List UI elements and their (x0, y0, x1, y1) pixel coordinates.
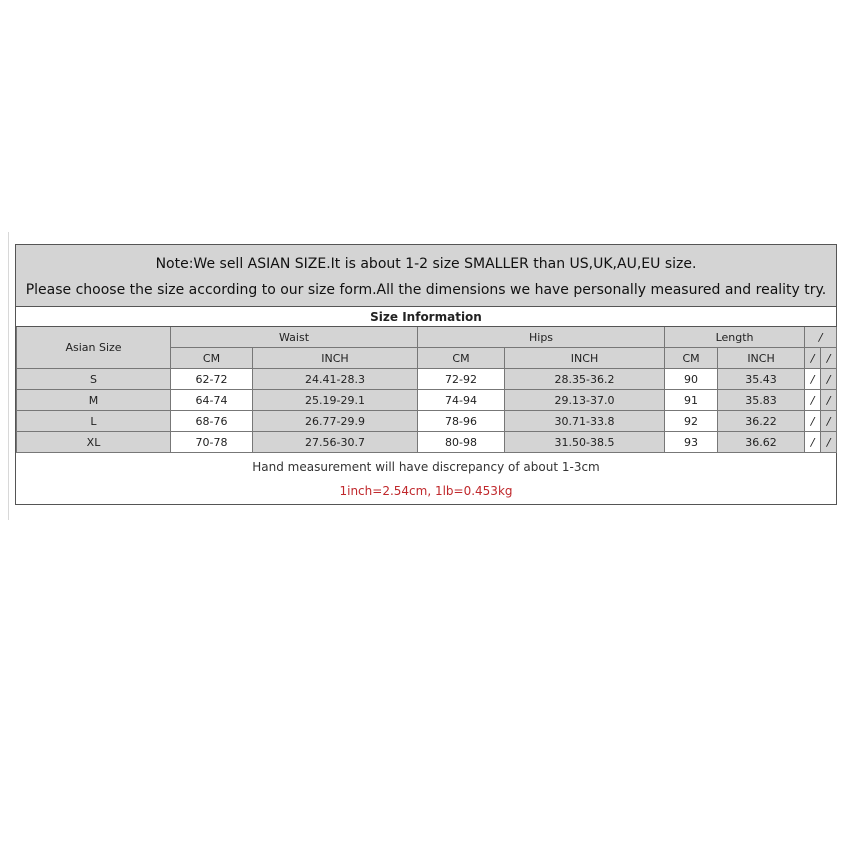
header-slash-1: / (805, 348, 821, 369)
size-cell: S (17, 369, 171, 390)
header-length-inch: INCH (718, 348, 805, 369)
header-length: Length (665, 327, 805, 348)
waist-inch-cell: 25.19-29.1 (253, 390, 418, 411)
length-inch-cell: 36.22 (718, 411, 805, 432)
waist-cm-cell: 64-74 (171, 390, 253, 411)
length-inch-cell: 36.62 (718, 432, 805, 453)
header-waist-inch: INCH (253, 348, 418, 369)
extra-cell-1: / (805, 369, 821, 390)
hips-inch-cell: 31.50-38.5 (505, 432, 665, 453)
extra-cell-2: / (821, 369, 837, 390)
header-hips-inch: INCH (505, 348, 665, 369)
size-table (16, 327, 837, 453)
size-note (16, 245, 836, 307)
waist-cm-cell: 62-72 (171, 369, 253, 390)
table-row (17, 432, 837, 453)
hips-inch-cell: 29.13-37.0 (505, 390, 665, 411)
extra-cell-1: / (805, 432, 821, 453)
extra-cell-2: / (821, 432, 837, 453)
table-row (17, 390, 837, 411)
length-cm-cell: 93 (665, 432, 718, 453)
table-title: Size Information (16, 307, 836, 327)
conversion-note: 1inch=2.54cm, 1lb=0.453kg (339, 484, 513, 498)
table-row (17, 369, 837, 390)
header-length-cm: CM (665, 348, 718, 369)
size-chart (15, 244, 837, 505)
length-inch-cell: 35.43 (718, 369, 805, 390)
measurement-note: Hand measurement will have discrepancy of about 1-3cm (252, 460, 600, 474)
header-slash-2: / (821, 348, 837, 369)
hips-cm-cell: 80-98 (418, 432, 505, 453)
header-hips: Hips (418, 327, 665, 348)
size-cell: L (17, 411, 171, 432)
hips-inch-cell: 30.71-33.8 (505, 411, 665, 432)
note-line-1: Note:We sell ASIAN SIZE.It is about 1-2 size SMALLER than US,UK,AU,EU size. (155, 256, 697, 272)
size-cell: XL (17, 432, 171, 453)
extra-cell-2: / (821, 411, 837, 432)
table-row (17, 411, 837, 432)
length-cm-cell: 92 (665, 411, 718, 432)
header-row-1 (17, 327, 837, 348)
note-line-2: Please choose the size according to our size form.All the dimensions we have personally measured and reality try. (25, 282, 827, 298)
hips-cm-cell: 78-96 (418, 411, 505, 432)
waist-inch-cell: 27.56-30.7 (253, 432, 418, 453)
header-waist-cm: CM (171, 348, 253, 369)
waist-cm-cell: 68-76 (171, 411, 253, 432)
hips-cm-cell: 72-92 (418, 369, 505, 390)
header-extra: / (805, 327, 837, 348)
waist-inch-cell: 26.77-29.9 (253, 411, 418, 432)
extra-cell-1: / (805, 390, 821, 411)
extra-cell-1: / (805, 411, 821, 432)
length-inch-cell: 35.83 (718, 390, 805, 411)
size-footer (16, 451, 836, 504)
header-asian-size: Asian Size (17, 327, 171, 369)
header-waist: Waist (171, 327, 418, 348)
hips-cm-cell: 74-94 (418, 390, 505, 411)
waist-cm-cell: 70-78 (171, 432, 253, 453)
hips-inch-cell: 28.35-36.2 (505, 369, 665, 390)
length-cm-cell: 90 (665, 369, 718, 390)
waist-inch-cell: 24.41-28.3 (253, 369, 418, 390)
extra-cell-2: / (821, 390, 837, 411)
header-hips-cm: CM (418, 348, 505, 369)
length-cm-cell: 91 (665, 390, 718, 411)
size-cell: M (17, 390, 171, 411)
